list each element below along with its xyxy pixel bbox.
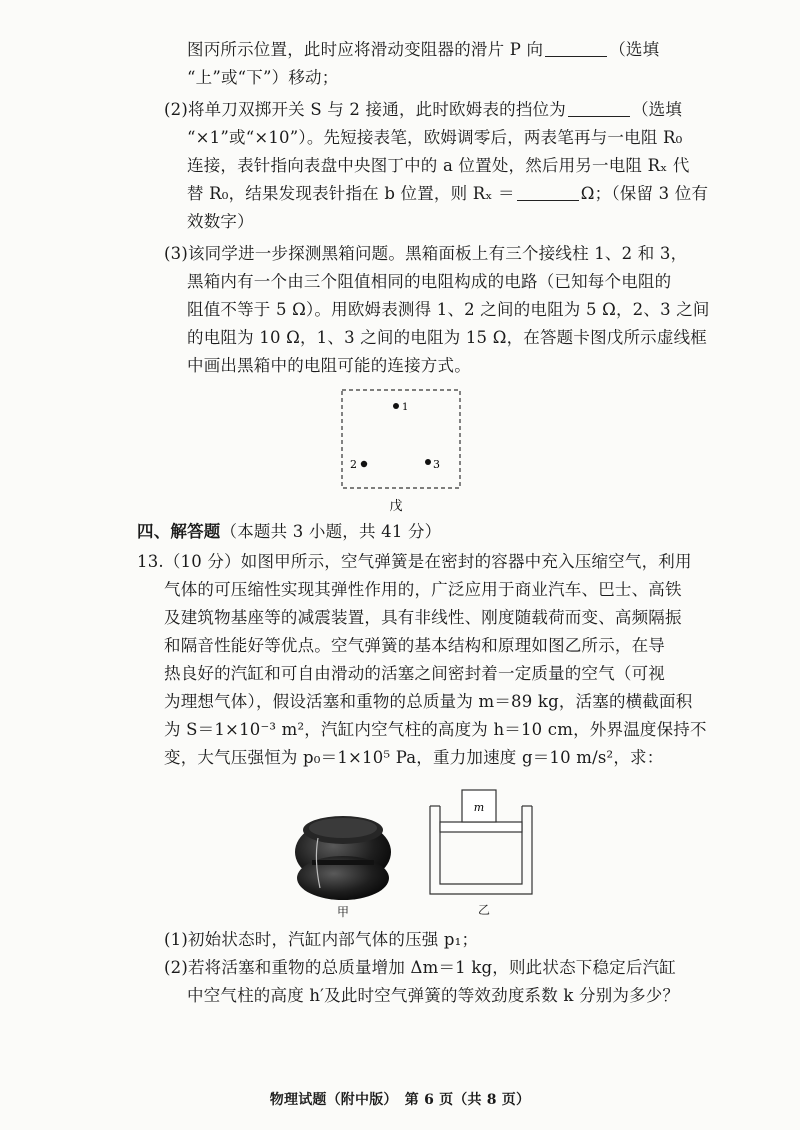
terminal-1-label: 1 — [402, 402, 409, 413]
q13-part-2-line-2: 中空气柱的高度 h′及此时空气弹簧的等效劲度系数 k 分别为多少？ — [187, 986, 680, 1005]
q12-3-line-1: (3)该同学进一步探测黑箱问题。黑箱面板上有三个接线柱 1、2 和 3， — [164, 244, 688, 263]
q13-line-8: 变，大气压强恒为 p₀＝1×10⁵ Pa，重力加速度 g＝10 m/s²，求： — [164, 748, 664, 767]
q13-line-5: 热良好的汽缸和可自由滑动的活塞之间密封着一定质量的空气（可视 — [164, 664, 665, 683]
spring-top-surface — [309, 818, 377, 838]
terminal-2[interactable] — [361, 461, 367, 467]
q12-tail-line-1 — [187, 38, 659, 62]
page-footer: 物理试题（附中版） 第 6 页（共 8 页） — [269, 1092, 531, 1108]
q12-2-line-4 — [187, 182, 708, 206]
q12-3-line-3: 阻值不等于 5 Ω）。用欧姆表测得 1、2 之间的电阻为 5 Ω，2、3 之间 — [187, 300, 710, 319]
q13-line-2: 气体的可压缩性实现其弹性作用的，广泛应用于商业汽车、巴士、高铁 — [164, 580, 682, 599]
air-spring-photo — [288, 790, 398, 920]
section-4-header — [137, 520, 441, 544]
text: （选填 — [609, 40, 660, 59]
q12-2-line-1 — [164, 98, 682, 122]
q13-line-1: 13.（10 分）如图甲所示，空气弹簧是在密封的容器中充入压缩空气，利用 — [137, 552, 692, 571]
terminal-2-label: 2 — [350, 458, 357, 471]
cylinder-diagram — [422, 786, 552, 922]
figure-wu-caption: 戊 — [389, 499, 403, 514]
q12-2-line-2: “×1”或“×10”）。先短接表笔，欧姆调零后，两表笔再与一电阻 R₀ — [187, 128, 683, 147]
terminal-1[interactable] — [393, 403, 399, 409]
black-box-figure — [336, 386, 466, 516]
text: （选填 — [631, 100, 683, 119]
q13-line-7: 为 S＝1×10⁻³ m²，汽缸内空气柱的高度为 h＝10 cm，外界温度保持不 — [164, 720, 707, 739]
text: (2)将单刀双掷开关 S 与 2 接通，此时欧姆表的挡位为 — [164, 100, 566, 119]
text: Ω；（保留 3 位有 — [580, 184, 709, 203]
section-title: 四、解答题 — [137, 522, 221, 541]
figure-jia-caption: 甲 — [336, 905, 350, 919]
dashed-frame[interactable] — [342, 390, 460, 488]
section-note: （本题共 3 小题，共 41 分） — [220, 522, 442, 541]
mass-label: m — [473, 801, 485, 814]
q13-line-3: 及建筑物基座等的减震装置，具有非线性、刚度随载荷而变、高频隔振 — [164, 608, 682, 627]
q13-line-4: 和隔音性能好等优点。空气弹簧的基本结构和原理如图乙所示，在导 — [164, 636, 665, 655]
q13-part-2-line-1: (2)若将活塞和重物的总质量增加 Δm＝1 kg，则此状态下稳定后汽缸 — [164, 958, 676, 977]
q12-2-line-5: 效数字） — [187, 212, 254, 231]
figure-yi-caption: 乙 — [477, 903, 491, 917]
answer-blank[interactable] — [568, 100, 630, 117]
q12-3-line-4: 的电阻为 10 Ω，1、3 之间的电阻为 15 Ω，在答题卡图戊所示虚线框 — [187, 328, 707, 347]
piston[interactable] — [440, 822, 522, 832]
q12-3-line-2: 黑箱内有一个由三个阻值相同的电阻构成的电路（已知每个电阻的 — [187, 272, 672, 291]
text: 图丙所示位置，此时应将滑动变阻器的滑片 P 向 — [187, 40, 544, 59]
q12-tail-line-2: “上”或“下”）移动； — [187, 68, 339, 87]
q12-2-line-3: 连接，表针指向表盘中央图丁中的 a 位置处，然后用另一电阻 Rₓ 代 — [187, 156, 690, 175]
q12-3-line-5: 中画出黑箱中的电阻可能的连接方式。 — [187, 356, 471, 375]
answer-blank[interactable] — [517, 184, 579, 201]
spring-girdle-ring — [312, 860, 374, 865]
terminal-3[interactable] — [425, 459, 431, 465]
text: 替 R₀，结果发现表针指在 b 位置，则 Rₓ ＝ — [187, 184, 515, 203]
q13-part-1: (1)初始状态时，汽缸内部气体的压强 p₁； — [164, 930, 479, 949]
terminal-3-label: 3 — [433, 458, 440, 471]
answer-blank[interactable] — [545, 40, 607, 57]
q13-line-6: 为理想气体），假设活塞和重物的总质量为 m＝89 kg，活塞的横截面积 — [164, 692, 693, 711]
